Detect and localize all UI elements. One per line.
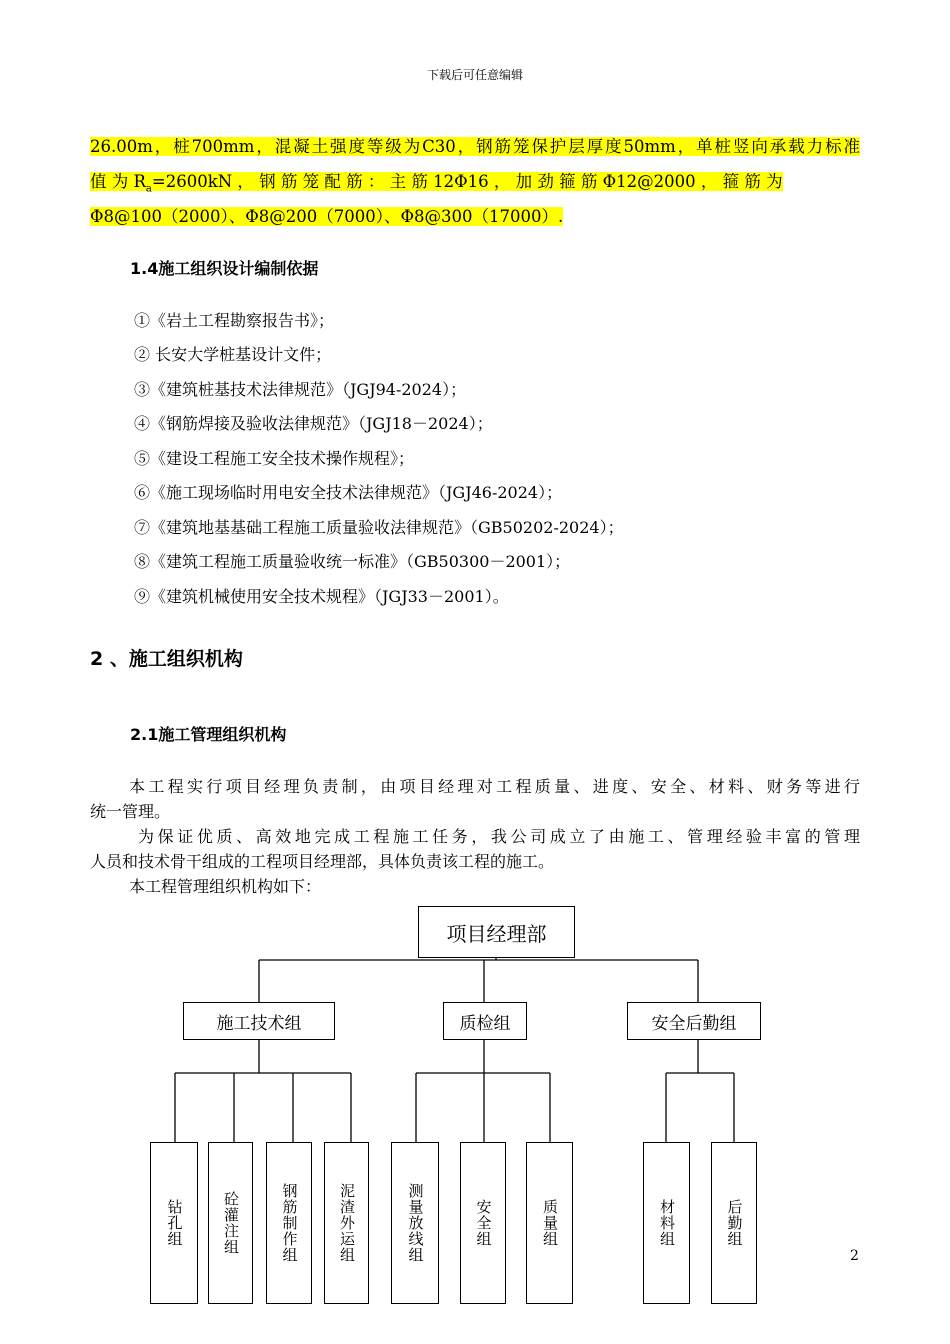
org-team-label: 测量放线组	[406, 1183, 425, 1263]
reference-item: ③《建筑桩基技术法律规范》（JGJ94-2024）；	[134, 380, 467, 399]
paragraph-1-line-1: 本工程实行项目经理负责制，由项目经理对工程质量、进度、安全、材料、财务等进行	[129, 777, 860, 796]
org-group-box: 安全后勤组	[627, 1002, 761, 1040]
org-team-label: 钻孔组	[165, 1199, 184, 1247]
org-team-box	[711, 1142, 757, 1304]
org-group-box: 施工技术组	[183, 1002, 335, 1040]
reference-item: ①《岩土工程勘察报告书》；	[134, 311, 335, 330]
org-team-label: 砼灌注组	[222, 1191, 240, 1255]
reference-item: ⑥《施工现场临时用电安全技术法律规范》（JGJ46-2024）；	[134, 483, 563, 502]
org-team-label: 材料组	[658, 1199, 676, 1247]
section-1-4-title: 1.4施工组织设计编制依据	[130, 259, 319, 278]
org-group-box: 质检组	[443, 1002, 527, 1040]
org-team-box	[643, 1142, 690, 1304]
org-team-box	[208, 1142, 253, 1304]
highlight-text-2a: 值 为 R	[90, 172, 146, 191]
highlight-text-3: Φ8@100（2000）、Φ8@200（7000）、Φ8@300（17000）.	[90, 207, 564, 226]
org-team-box	[324, 1142, 369, 1304]
org-team-label: 钢筋制作组	[280, 1183, 299, 1263]
paragraph-2-line-2: 人员和技术骨干组成的工程项目经理部，具体负责该工程的施工。	[90, 852, 555, 871]
paragraph-3: 本工程管理组织机构如下：	[129, 877, 322, 896]
reference-item: ④《钢筋焊接及验收法律规范》（JGJ18－2024）；	[134, 414, 493, 433]
org-team-box	[266, 1142, 312, 1304]
highlight-text-1: 26.00m，桩700mm，混凝土强度等级为C30，钢筋笼保护层厚度50mm，单桩竖向承载力标准	[90, 137, 860, 156]
highlight-text-2b: =2600kN ， 钢 筋 笼 配 筋 ： 主 筋 12Φ16 ， 加 劲 箍 筋 Φ12@2000 ， 箍 筋 为	[151, 172, 783, 191]
paragraph-2-line-1: 为保证优质、高效地完成工程施工任务，我公司成立了由施工、管理经验丰富的管理	[138, 827, 860, 846]
org-team-label: 泥渣外运组	[338, 1183, 356, 1263]
reference-item: ⑤《建设工程施工安全技术操作规程》；	[134, 449, 415, 468]
section-2-title: 2 、施工组织机构	[90, 648, 243, 670]
org-team-box	[460, 1142, 506, 1304]
reference-item: ⑧《建筑工程施工质量验收统一标准》（GB50300－2001）；	[134, 552, 571, 571]
page-number: 2	[850, 1248, 859, 1264]
org-team-label: 质量组	[541, 1199, 559, 1247]
reference-item: ⑦《建筑地基基础工程施工质量验收法律规范》（GB50202-2024）；	[134, 518, 624, 537]
page-header: 下载后可任意编辑	[426, 68, 523, 82]
section-2-1-title: 2.1施工管理组织机构	[130, 725, 287, 744]
org-team-label: 后勤组	[725, 1199, 744, 1247]
paragraph-1-line-2: 统一管理。	[90, 802, 171, 821]
reference-item: ② 长安大学桩基设计文件；	[134, 345, 332, 364]
org-team-label: 安全组	[474, 1199, 493, 1247]
subscript-a: a	[145, 183, 152, 195]
org-team-box	[391, 1142, 439, 1304]
org-team-box	[150, 1142, 198, 1304]
org-team-box	[526, 1142, 573, 1304]
org-root-box: 项目经理部	[418, 906, 575, 958]
reference-item: ⑨《建筑机械使用安全技术规程》（JGJ33－2001）。	[134, 587, 509, 606]
